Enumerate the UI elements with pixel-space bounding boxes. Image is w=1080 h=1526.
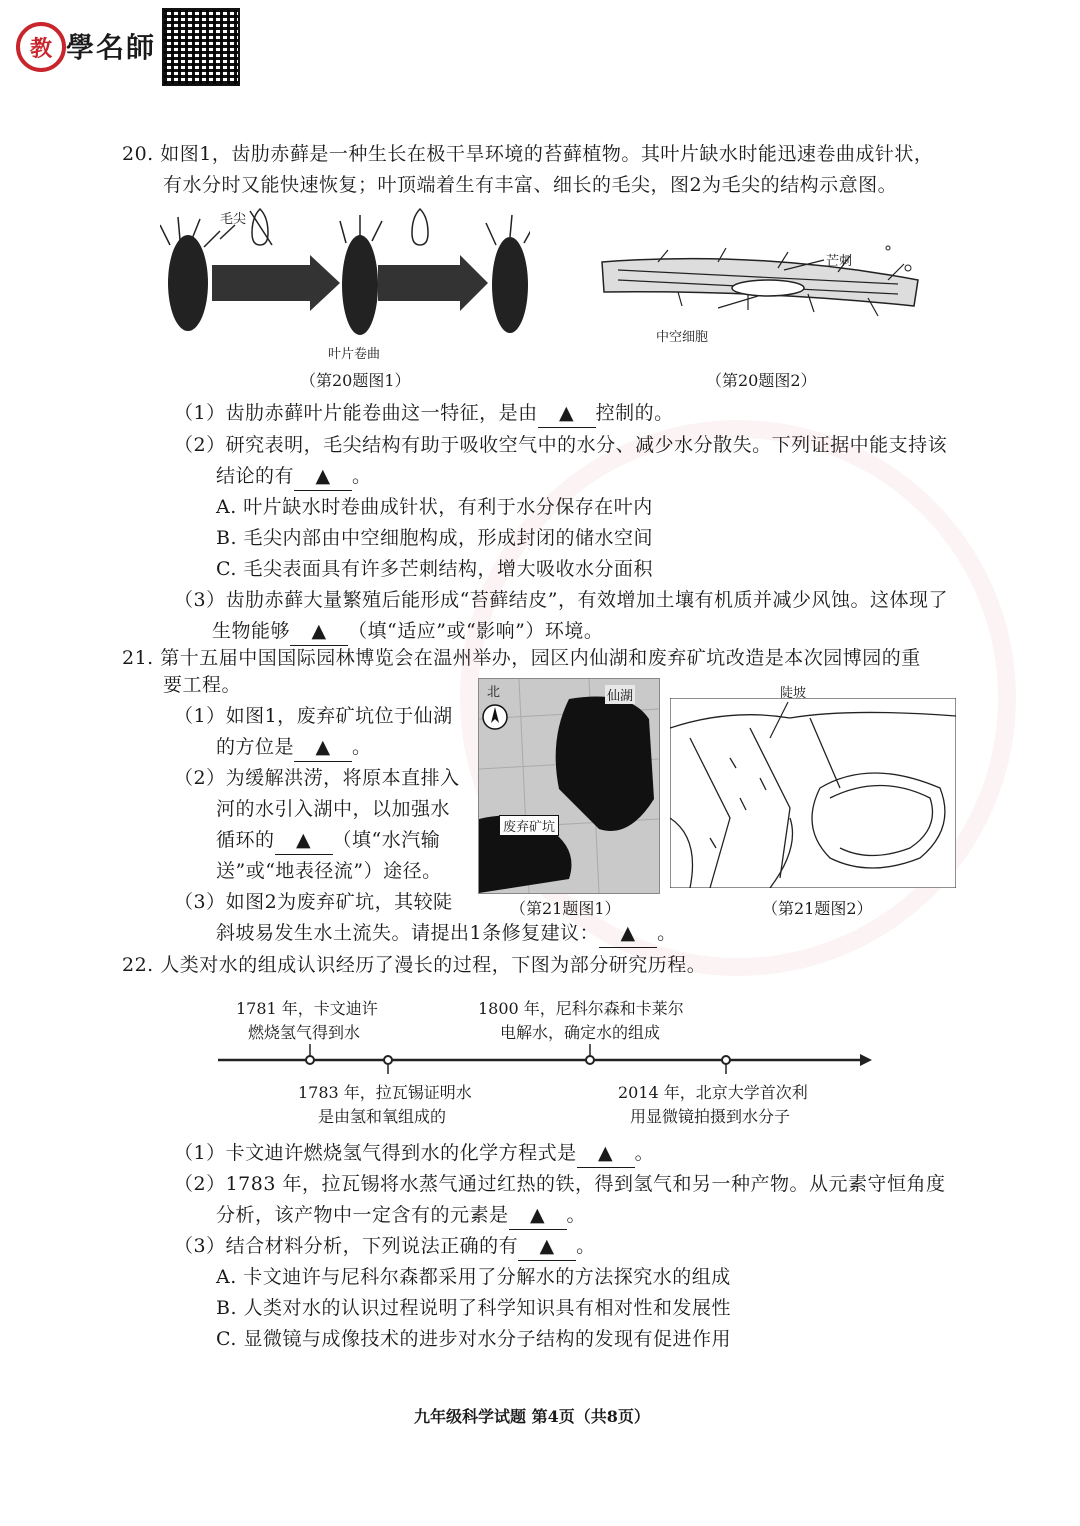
hollow-cell-shape [732,280,804,296]
q20-p2-tail: 。 [352,465,372,487]
q20-part2-line2 [216,462,372,491]
q21-map-figure [478,678,660,894]
moss-leaf-2 [342,235,378,335]
fig2-label-steep-slope: 陡坡 [780,686,807,701]
q21-p2-text: 循环的 [216,829,275,851]
fig1-label-hair-tip: 毛尖 [220,212,247,227]
q21-part3-line2 [216,919,677,948]
q21-p1-text: 的方位是 [216,736,295,758]
q22-p1-tail: 。 [634,1142,655,1164]
q21-stem-line1: 21. 第十五届中国国际园林博览会在温州举办，园区内仙湖和废弃矿坑改造是本次园博园的重 [122,647,921,669]
q20-fig1-caption: （第20题图1） [300,371,411,390]
q22-option-c: C. 显微镜与成像技术的进步对水分子结构的发现有促进作用 [216,1328,731,1350]
answer-blank[interactable]: ▲ [275,826,333,855]
q22-timeline [210,1044,880,1074]
q21-pit-figure [670,698,956,888]
q22-p2-tail: 。 [566,1204,587,1226]
q21-p3-tail: 。 [657,922,677,944]
q21-part2-line3 [216,826,440,855]
qr-code-icon [162,8,240,86]
q20-part1 [174,399,674,428]
q21-part1-line1: （1）如图1，废弃矿坑位于仙湖 [174,705,453,727]
timeline-1800-line1: 1800 年，尼科尔森和卡莱尔 [478,999,684,1018]
map-lake-label: 仙湖 [605,685,635,704]
q21-part3-line1: （3）如图2为废弃矿坑，其较陡 [174,891,453,913]
q22-stem: 22. 人类对水的组成认识经历了漫长的过程，下图为部分研究历程。 [122,954,707,976]
q21-p2-hint: （填“水汽输 [332,829,441,851]
q20-part2-line1: （2）研究表明，毛尖结构有助于吸收空气中的水分、减少水分散失。下列证据中能支持该 [174,434,948,456]
q21-part2-line4: 送”或“地表径流”）途径。 [216,860,442,882]
q20-part3-line1: （3）齿肋赤藓大量繁殖后能形成“苔藓结皮”，有效增加土壤有机质并减少风蚀。这体现了 [174,589,949,611]
brand-logo-icon [16,22,66,72]
arrow-right-icon-2 [378,255,488,311]
q22-part1 [174,1139,654,1168]
q21-fig1-caption: （第21题图1） [510,899,621,918]
q20-figure2 [598,240,928,340]
q20-p2-text: 结论的有 [216,465,295,487]
q20-option-c: C. 毛尖表面具有许多芒刺结构，增大吸收水分面积 [216,558,653,580]
page-footer: 九年级科学试题 第4页（共8页） [414,1407,650,1426]
q20-p1-tail: 控制的。 [595,402,674,424]
q21-p1-tail: 。 [352,736,372,758]
fig2-label-spine: 芒刺 [826,254,853,269]
answer-blank[interactable]: ▲ [290,617,348,646]
q20-option-b: B. 毛尖内部由中空细胞构成，形成封闭的储水空间 [216,527,654,549]
q20-figure1 [160,205,530,365]
q22-option-b: B. 人类对水的认识过程说明了科学知识具有相对性和发展性 [216,1297,732,1319]
moss-leaf-3 [492,237,528,333]
timeline-1783-line1: 1783 年，拉瓦锡证明水 [298,1083,472,1102]
logo-glyph: 教 [29,35,52,62]
q20-fig2-caption: （第20题图2） [706,371,817,390]
q20-part3-line2 [212,617,603,646]
timeline-arrow-icon [860,1054,872,1066]
arrow-right-icon-1 [212,255,340,311]
q22-p2-text: 分析，该产物中一定含有的元素是 [216,1204,509,1226]
q21-part2-line2: 河的水引入湖中，以加强水 [216,798,451,820]
timeline-2014-line2: 用显微镜拍摄到水分子 [630,1107,791,1126]
timeline-node-1781 [306,1056,314,1064]
q22-p3-tail: 。 [576,1235,596,1257]
timeline-1781-line2: 燃烧氢气得到水 [248,1023,361,1042]
q20-p1-text: （1）齿肋赤藓叶片能卷曲这一特征，是由 [174,402,538,424]
timeline-2014-line1: 2014 年，北京大学首次利 [618,1083,808,1102]
q20-option-a: A. 叶片缺水时卷曲成针状，有利于水分保存在叶内 [216,496,653,518]
timeline-node-2014 [722,1056,730,1064]
timeline-1781-line1: 1781 年，卡文迪许 [236,999,378,1018]
timeline-1783-line2: 是由氢和氧组成的 [318,1107,447,1126]
q22-part2-line1: （2）1783 年，拉瓦锡将水蒸气通过红热的铁，得到氢气和另一种产物。从元素守恒角度 [174,1173,946,1195]
moss-leaf-1 [168,235,208,331]
timeline-node-1800 [586,1056,594,1064]
q22-option-a: A. 卡文迪许与尼科尔森都采用了分解水的方法探究水的组成 [216,1266,731,1288]
q21-part1-line2 [216,733,372,762]
q22-part2-line2 [216,1201,586,1230]
timeline-1800-line2: 电解水，确定水的组成 [500,1023,661,1042]
q21-stem-line2: 要工程。 [163,674,242,696]
answer-blank[interactable]: ▲ [538,399,596,428]
q20-p3-text: 生物能够 [212,620,291,642]
answer-blank[interactable]: ▲ [577,1139,635,1168]
answer-blank[interactable]: ▲ [518,1232,576,1261]
water-drop-icon [412,209,428,245]
map-north-label: 北 [487,685,501,700]
q22-p3-text: （3）结合材料分析，下列说法正确的有 [174,1235,519,1257]
fig2-label-hollow-cell: 中空细胞 [656,330,709,345]
q20-stem-line2: 有水分时又能快速恢复；叶顶端着生有丰富、细长的毛尖，图2为毛尖的结构示意图。 [163,174,898,196]
q20-stem-line1: 20. 如图1，齿肋赤藓是一种生长在极干旱环境的苔藓植物。其叶片缺水时能迅速卷曲成针状， [122,143,934,165]
timeline-node-1783 [384,1056,392,1064]
q22-part3 [174,1232,596,1261]
lake-shape [556,697,654,832]
answer-blank[interactable]: ▲ [294,733,352,762]
answer-blank[interactable]: ▲ [294,462,352,491]
q22-p1-text: （1）卡文迪许燃烧氢气得到水的化学方程式是 [174,1142,577,1164]
q21-p3-text: 斜坡易发生水土流失。请提出1条修复建议： [216,922,600,944]
answer-blank[interactable]: ▲ [599,919,657,948]
map-pit-label: 废弃矿坑 [499,815,559,836]
brand-name: 學名師 [66,31,157,64]
fig1-label-curl: 叶片卷曲 [328,347,381,362]
answer-blank[interactable]: ▲ [509,1201,567,1230]
q20-p3-tail: （填“适应”或“影响”）环境。 [348,620,604,642]
q21-part2-line1: （2）为缓解洪涝，将原本直排入 [174,767,460,789]
q21-fig2-caption: （第21题图2） [762,899,873,918]
